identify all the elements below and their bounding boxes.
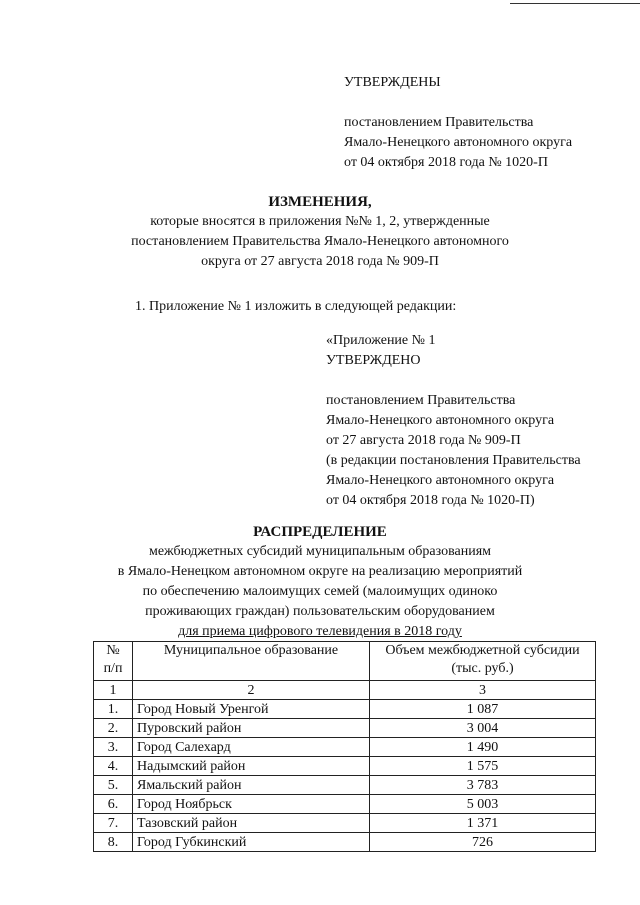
index-cell: 2 — [133, 681, 370, 700]
row-amount: 5 003 — [370, 795, 596, 814]
appendix-label: «Приложение № 1 — [326, 333, 436, 348]
row-amount: 1 087 — [370, 700, 596, 719]
row-amount: 1 575 — [370, 757, 596, 776]
changes-subtitle-line: округа от 27 августа 2018 года № 909-П — [201, 254, 439, 269]
appendix-line: Ямало-Ненецкого автономного округа — [326, 473, 555, 488]
table-row — [94, 833, 596, 852]
header-num — [94, 642, 133, 681]
table-row — [94, 700, 596, 719]
changes-subtitle-line: постановлением Правительства Ямало-Ненецкого автономного — [131, 234, 509, 249]
row-name: Город Новый Уренгой — [133, 700, 370, 719]
row-name: Тазовский район — [133, 814, 370, 833]
row-amount: 726 — [370, 833, 596, 852]
row-name: Пуровский район — [133, 719, 370, 738]
distribution-subtitle-line: межбюджетных субсидий муниципальным образованиям — [148, 544, 492, 559]
approval-line: постановлением Правительства — [344, 115, 534, 130]
table-header-row — [94, 642, 596, 681]
appendix-block — [326, 331, 581, 511]
appendix-line: (в редакции постановления Правительства — [326, 453, 581, 468]
appendix-heading: УТВЕРЖДЕНО — [326, 353, 421, 368]
approval-heading: УТВЕРЖДЕНЫ — [344, 75, 441, 90]
appendix-line: постановлением Правительства — [326, 393, 516, 408]
row-name: Город Ноябрьск — [133, 795, 370, 814]
header-amount-line1: Объем межбюджетной субсидии — [385, 643, 580, 658]
header-municipality: Муниципальное образование — [133, 642, 370, 681]
table-row — [94, 776, 596, 795]
top-edge-line — [510, 3, 640, 4]
distribution-subtitle-line: для приема цифрового телевидения в 2018 году — [178, 624, 462, 639]
row-num: 2. — [94, 719, 133, 738]
row-amount: 3 783 — [370, 776, 596, 795]
row-amount: 1 490 — [370, 738, 596, 757]
row-name: Город Салехард — [133, 738, 370, 757]
header-amount — [370, 642, 596, 681]
distribution-title: РАСПРЕДЕЛЕНИЕ — [253, 524, 387, 540]
header-num-line2: п/п — [103, 661, 123, 676]
approval-block — [344, 73, 572, 173]
table-row — [94, 814, 596, 833]
appendix-line: от 27 августа 2018 года № 909-П — [326, 433, 521, 448]
changes-subtitle-line: которые вносятся в приложения №№ 1, 2, утвержденные — [150, 214, 490, 229]
item-1-text: 1. Приложение № 1 изложить в следующей редакции: — [135, 299, 457, 314]
approval-line: от 04 октября 2018 года № 1020-П — [344, 155, 548, 170]
row-amount: 1 371 — [370, 814, 596, 833]
row-name: Надымский район — [133, 757, 370, 776]
distribution-subtitle-line: в Ямало-Ненецком автономном округе на реализацию мероприятий — [117, 564, 523, 579]
distribution-table — [93, 641, 596, 852]
row-num: 5. — [94, 776, 133, 795]
row-name: Ямальский район — [133, 776, 370, 795]
row-num: 8. — [94, 833, 133, 852]
row-num: 4. — [94, 757, 133, 776]
changes-block — [0, 192, 640, 272]
header-num-line1: № — [106, 643, 120, 658]
header-amount-line2: (тыс. руб.) — [451, 661, 514, 676]
table-row — [94, 795, 596, 814]
index-cell: 1 — [94, 681, 133, 700]
row-amount: 3 004 — [370, 719, 596, 738]
distribution-block — [0, 522, 640, 642]
index-cell: 3 — [370, 681, 596, 700]
distribution-subtitle-line: по обеспечению малоимущих семей (малоимущих одиноко — [142, 584, 498, 599]
appendix-line: от 04 октября 2018 года № 1020-П) — [326, 493, 535, 508]
table-index-row — [94, 681, 596, 700]
changes-title: ИЗМЕНЕНИЯ, — [268, 194, 372, 210]
row-num: 3. — [94, 738, 133, 757]
row-num: 1. — [94, 700, 133, 719]
approval-line: Ямало-Ненецкого автономного округа — [344, 135, 573, 150]
distribution-subtitle-line: проживающих граждан) пользовательским оборудованием — [145, 604, 495, 619]
row-num: 6. — [94, 795, 133, 814]
row-name: Город Губкинский — [133, 833, 370, 852]
table-row — [94, 719, 596, 738]
table-row — [94, 757, 596, 776]
row-num: 7. — [94, 814, 133, 833]
appendix-line: Ямало-Ненецкого автономного округа — [326, 413, 555, 428]
table-row — [94, 738, 596, 757]
